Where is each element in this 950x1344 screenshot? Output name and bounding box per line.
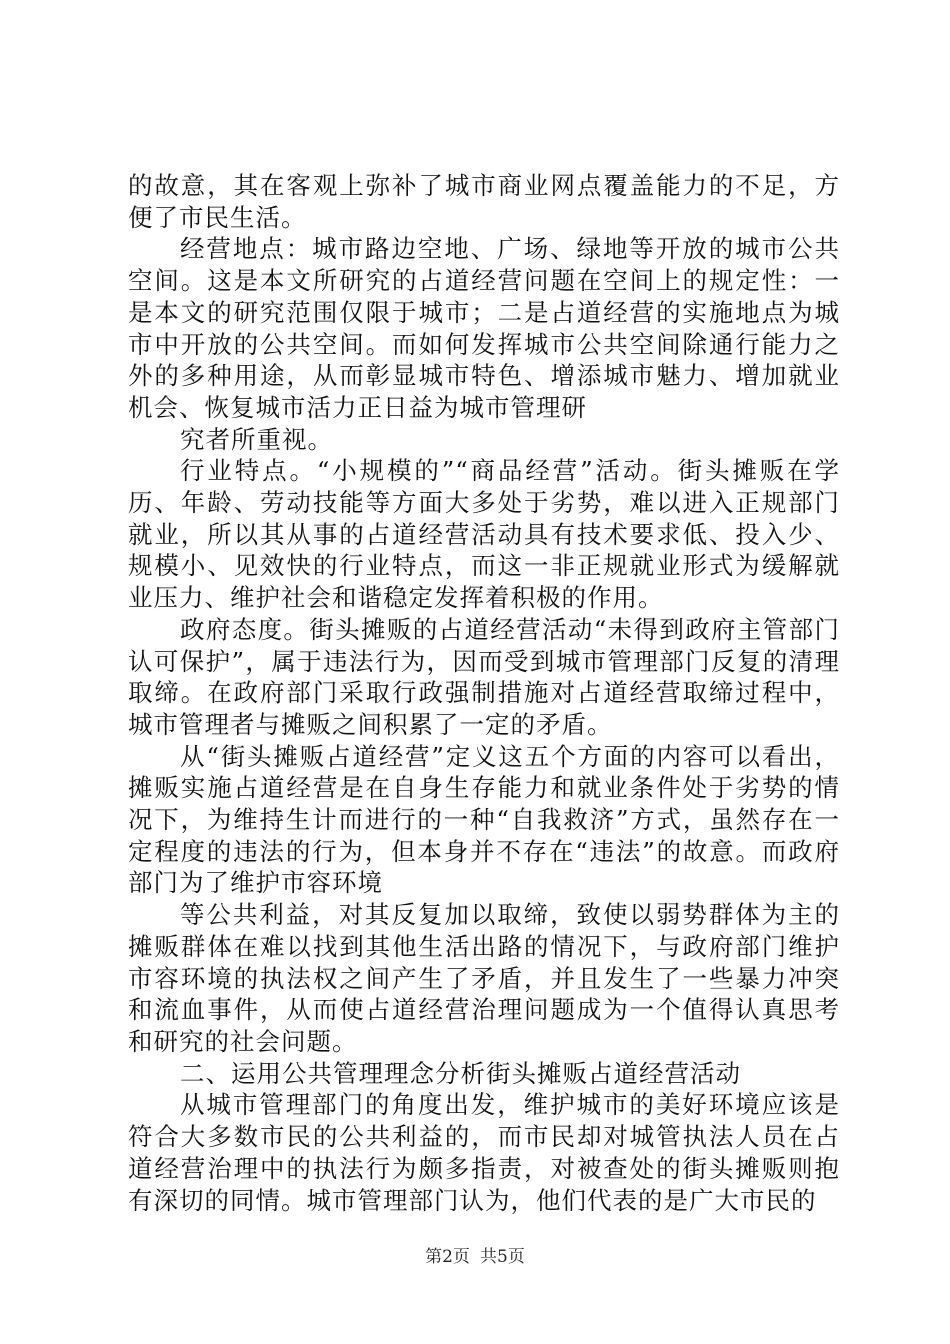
section-heading: 二、运用公共管理理念分析街头摊贩占道经营活动	[180, 1058, 741, 1088]
paragraph: 等公共利益，对其反复加以取缔，致使以弱势群体为主的摊贩群体在难以找到其他生活出路的情况下，与政府部门维护市容环境的执法权之间产生了矛盾，并且发生了一些暴力冲突和流血事件，从而使占道经营治理问题成为一个值得认真思考和研究的社会问题。	[128, 900, 840, 1056]
paragraph: 的故意，其在客观上弥补了城市商业网点覆盖能力的不足，方便了市民生活。	[128, 171, 840, 232]
paragraph: 究者所重视。	[180, 424, 333, 454]
paragraph: 从城市管理部门的角度出发，维护城市的美好环境应该是符合大多数市民的公共利益的，而市民却对城管执法人员在占道经营治理中的执法行为颇多指责，对被查处的街头摊贩则抱有深切的同情。城市管理部门认为，他们代表的是广大市民的	[128, 1090, 840, 1215]
paragraph: 政府态度。街头摊贩的占道经营活动“未得到政府主管部门认可保护”，属于违法行为，因而受到城市管理部门反复的清理取缔。在政府部门采取行政强制措施对占道经营取缔过程中，城市管理者与摊贩之间积累了一定的矛盾。	[128, 614, 840, 739]
page-number: 第2页	[425, 1247, 470, 1267]
document-body	[128, 170, 840, 1216]
paragraph: 从“街头摊贩占道经营”定义这五个方面的内容可以看出，摊贩实施占道经营是在自身生存能力和就业条件处于劣势的情况下，为维持生计而进行的一种“自我救济”方式，虽然存在一定程度的违法的行为，但本身并不存在“违法”的故意。而政府部门为了维护市容环境	[128, 741, 840, 898]
paragraph: 经营地点：城市路边空地、广场、绿地等开放的城市公共空间。这是本文所研究的占道经营问题在空间上的规定性：一是本文的研究范围仅限于城市；二是占道经营的实施地点为城市中开放的公共空间。而如何发挥城市公共空间除通行能力之外的多种用途，从而彰显城市特色、增添城市魅力、增加就业机会、恢复城市活力正日益为城市管理研	[128, 234, 840, 422]
page-total: 共5页	[480, 1247, 525, 1267]
paragraph: 行业特点。“小规模的”“商品经营”活动。街头摊贩在学历、年龄、劳动技能等方面大多处于劣势，难以进入正规部门就业，所以其从事的占道经营活动具有技术要求低、投入少、规模小、见效快的行业特点，而这一非正规就业形式为缓解就业压力、维护社会和谐稳定发挥着积极的作用。	[128, 456, 840, 613]
page-footer	[0, 1246, 950, 1268]
